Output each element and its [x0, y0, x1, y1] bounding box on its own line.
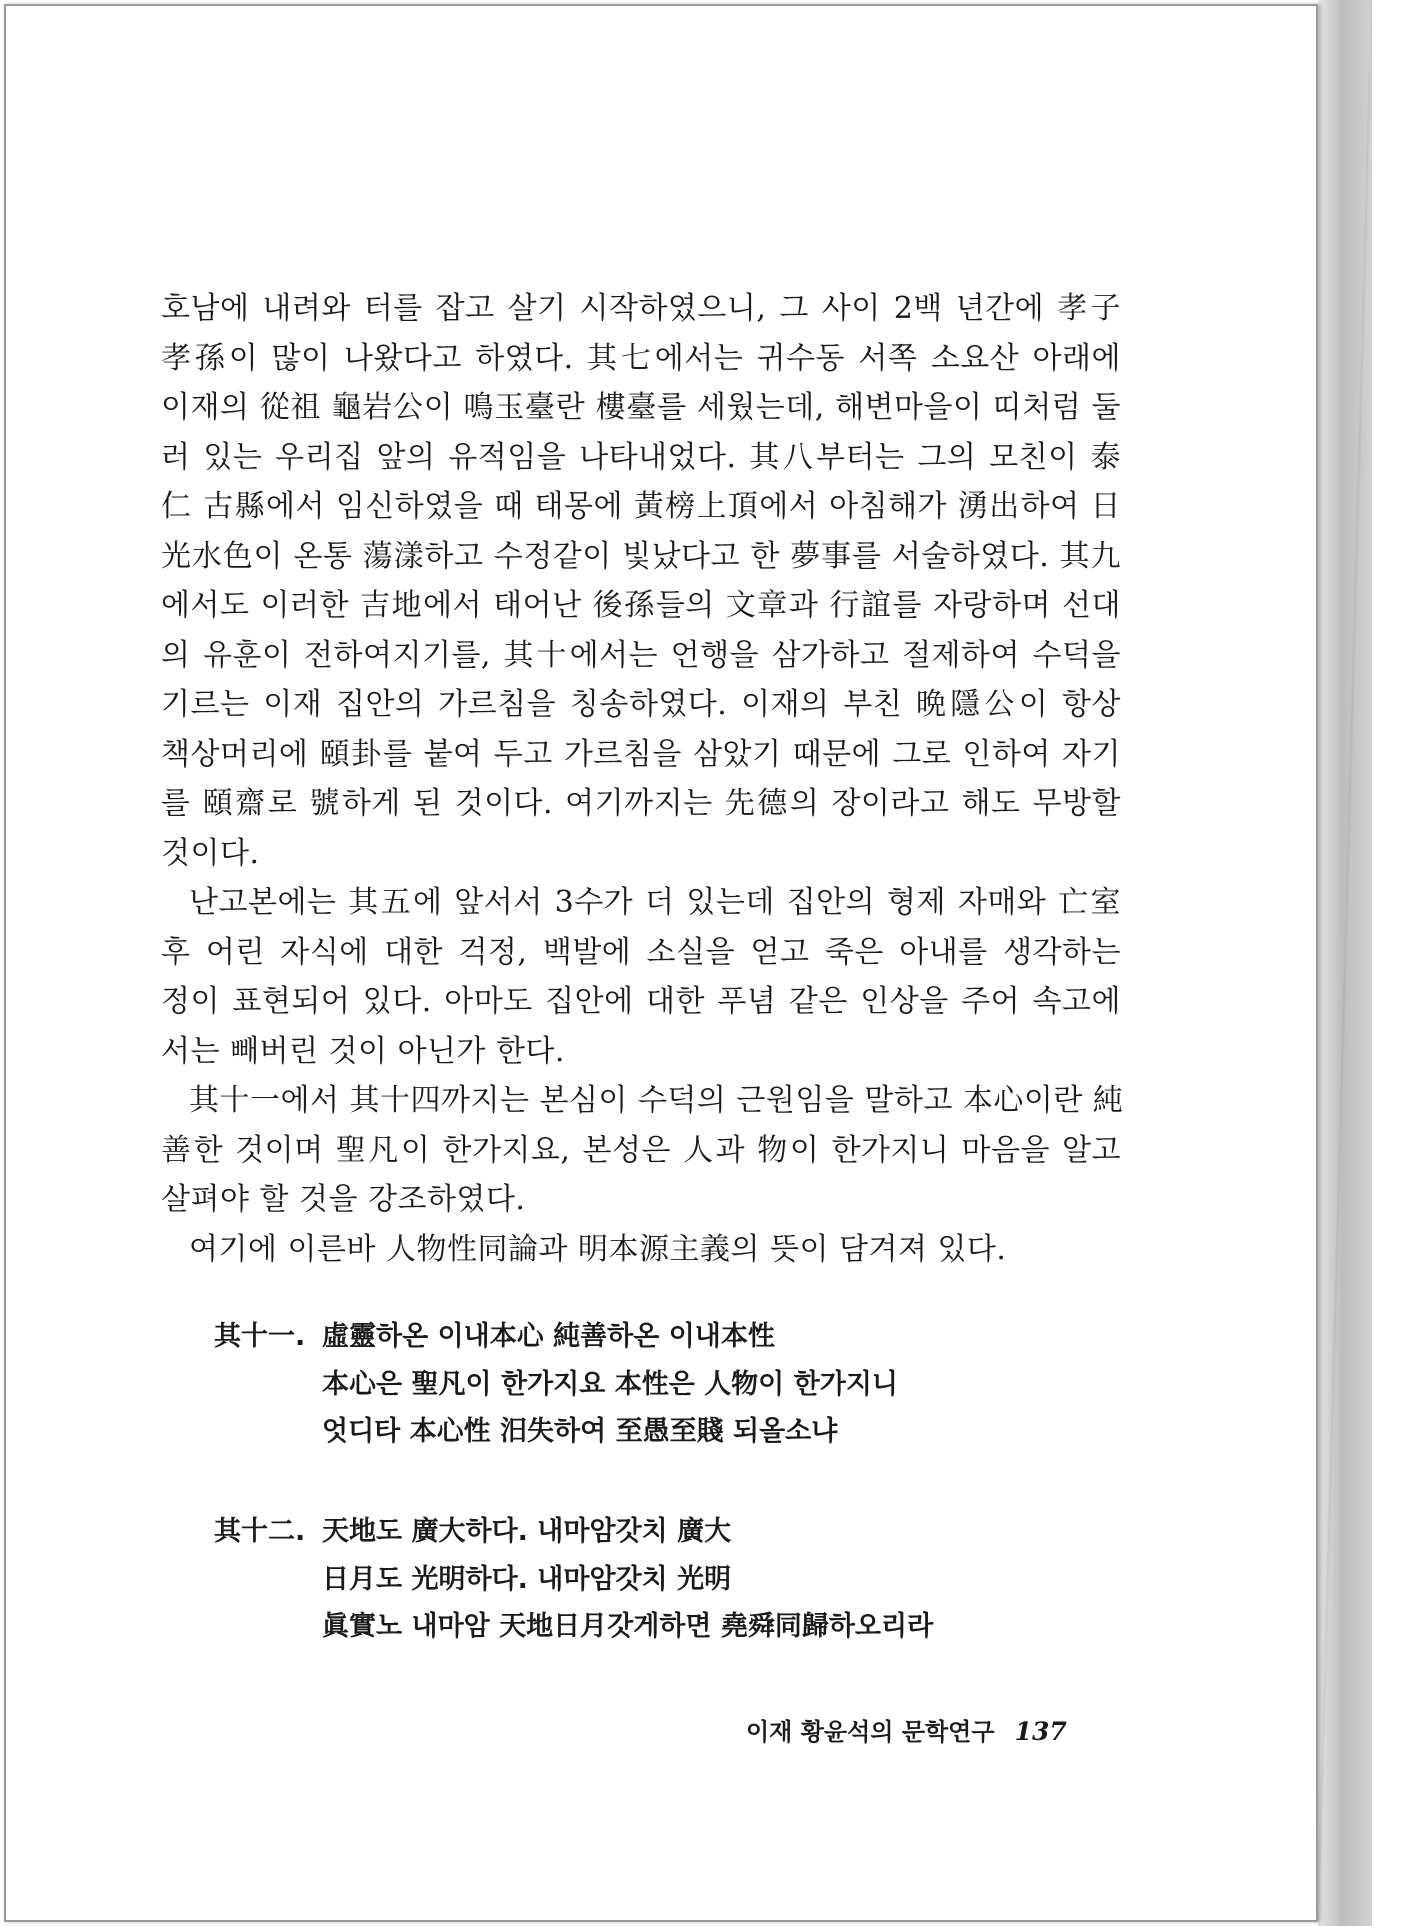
poem-label: 其十一.: [214, 1321, 306, 1352]
body-line: 에서도 이러한 吉地에서 태어난 後孫들의 文章과 行誼를 자랑하며 선대: [161, 588, 1121, 623]
body-line: 살펴야 할 것을 강조하였다.: [161, 1182, 526, 1217]
body-line: 러 있는 우리집 앞의 유적임을 나타내었다. 其八부터는 그의 모친이 泰: [161, 439, 1121, 475]
body-line: 를 頤齋로 號하게 된 것이다. 여기까지는 先德의 장이라고 해도 무방할: [161, 786, 1121, 821]
poem-verse: 虛靈하온 이내本心 純善하온 이내本性: [322, 1321, 775, 1352]
poem-line: [214, 1508, 933, 1556]
poem-verse: 엇디타 本心性 汨失하여 至愚至賤 되올소냐: [322, 1416, 838, 1447]
page-footer: [746, 1712, 1067, 1747]
book-page: [4, 4, 1318, 1922]
body-line: 서는 빼버린 것이 아닌가 한다.: [161, 1033, 565, 1069]
body-line: 仁 古縣에서 임신하였을 때 태몽에 黃榜上頂에서 아침해가 湧出하여 日: [161, 489, 1121, 524]
body-line: 호남에 내려와 터를 잡고 살기 시작하였으니, 그 사이 2백 년간에 孝子: [161, 291, 1121, 326]
body-line: 후 어린 자식에 대한 걱정, 백발에 소실을 얻고 죽은 아내를 생각하는: [161, 934, 1121, 970]
body-line: 이재의 從祖 龜岩公이 鳴玉臺란 樓臺를 세웠는데, 해변마을이 띠처럼 둘: [161, 390, 1121, 425]
poem-line: [214, 1313, 898, 1361]
poem-block-eleven: [214, 1313, 898, 1456]
running-title: 이재 황윤석의 문학연구: [746, 1718, 995, 1746]
body-text: [161, 284, 1124, 1274]
poem-verse: 眞實노 내마암 天地日月갓게하면 堯舜同歸하오리라: [322, 1611, 934, 1642]
poem-block-twelve: [214, 1508, 933, 1651]
body-line: 의 유훈이 전하여지기를, 其十에서는 언행을 삼가하고 절제하여 수덕을: [161, 637, 1121, 673]
body-line: 여기에 이른바 人物性同論과 明本源主義의 뜻이 담겨져 있다.: [189, 1231, 1007, 1267]
body-line: 孝孫이 많이 나왔다고 하였다. 其七에서는 귀수동 서쪽 소요산 아래에: [161, 340, 1121, 376]
body-line: 光水色이 온통 蕩漾하고 수정같이 빛났다고 한 夢事를 서술하였다. 其九: [161, 538, 1121, 574]
book-page-edges-shading: [1318, 0, 1372, 1926]
poem-verse: 日月도 光明하다. 내마암갓치 光明: [322, 1563, 732, 1595]
body-line: 정이 표현되어 있다. 아마도 집안에 대한 푸념 같은 인상을 주어 속고에: [161, 984, 1121, 1019]
body-line: 난고본에는 其五에 앞서서 3수가 더 있는데 집안의 형제 자매와 亡室: [189, 885, 1121, 920]
page-number: 137: [1014, 1717, 1067, 1746]
poem-verse: 本心은 聖凡이 한가지요 本性은 人物이 한가지니: [322, 1368, 898, 1400]
body-line: 책상머리에 頤卦를 붙여 두고 가르침을 삼았기 때문에 그로 인하여 자기: [161, 736, 1121, 772]
body-line: 것이다.: [161, 835, 260, 871]
body-line: 기르는 이재 집안의 가르침을 칭송하였다. 이재의 부친 晩隱公이 항상: [161, 687, 1121, 722]
poem-verse: 天地도 廣大하다. 내마암갓치 廣大: [322, 1516, 732, 1547]
body-line: 其十一에서 其十四까지는 본심이 수덕의 근원임을 말하고 本心이란 純: [189, 1083, 1124, 1118]
poem-label: 其十二.: [214, 1516, 306, 1547]
body-line: 善한 것이며 聖凡이 한가지요, 본성은 人과 物이 한가지니 마음을 알고: [161, 1132, 1121, 1168]
